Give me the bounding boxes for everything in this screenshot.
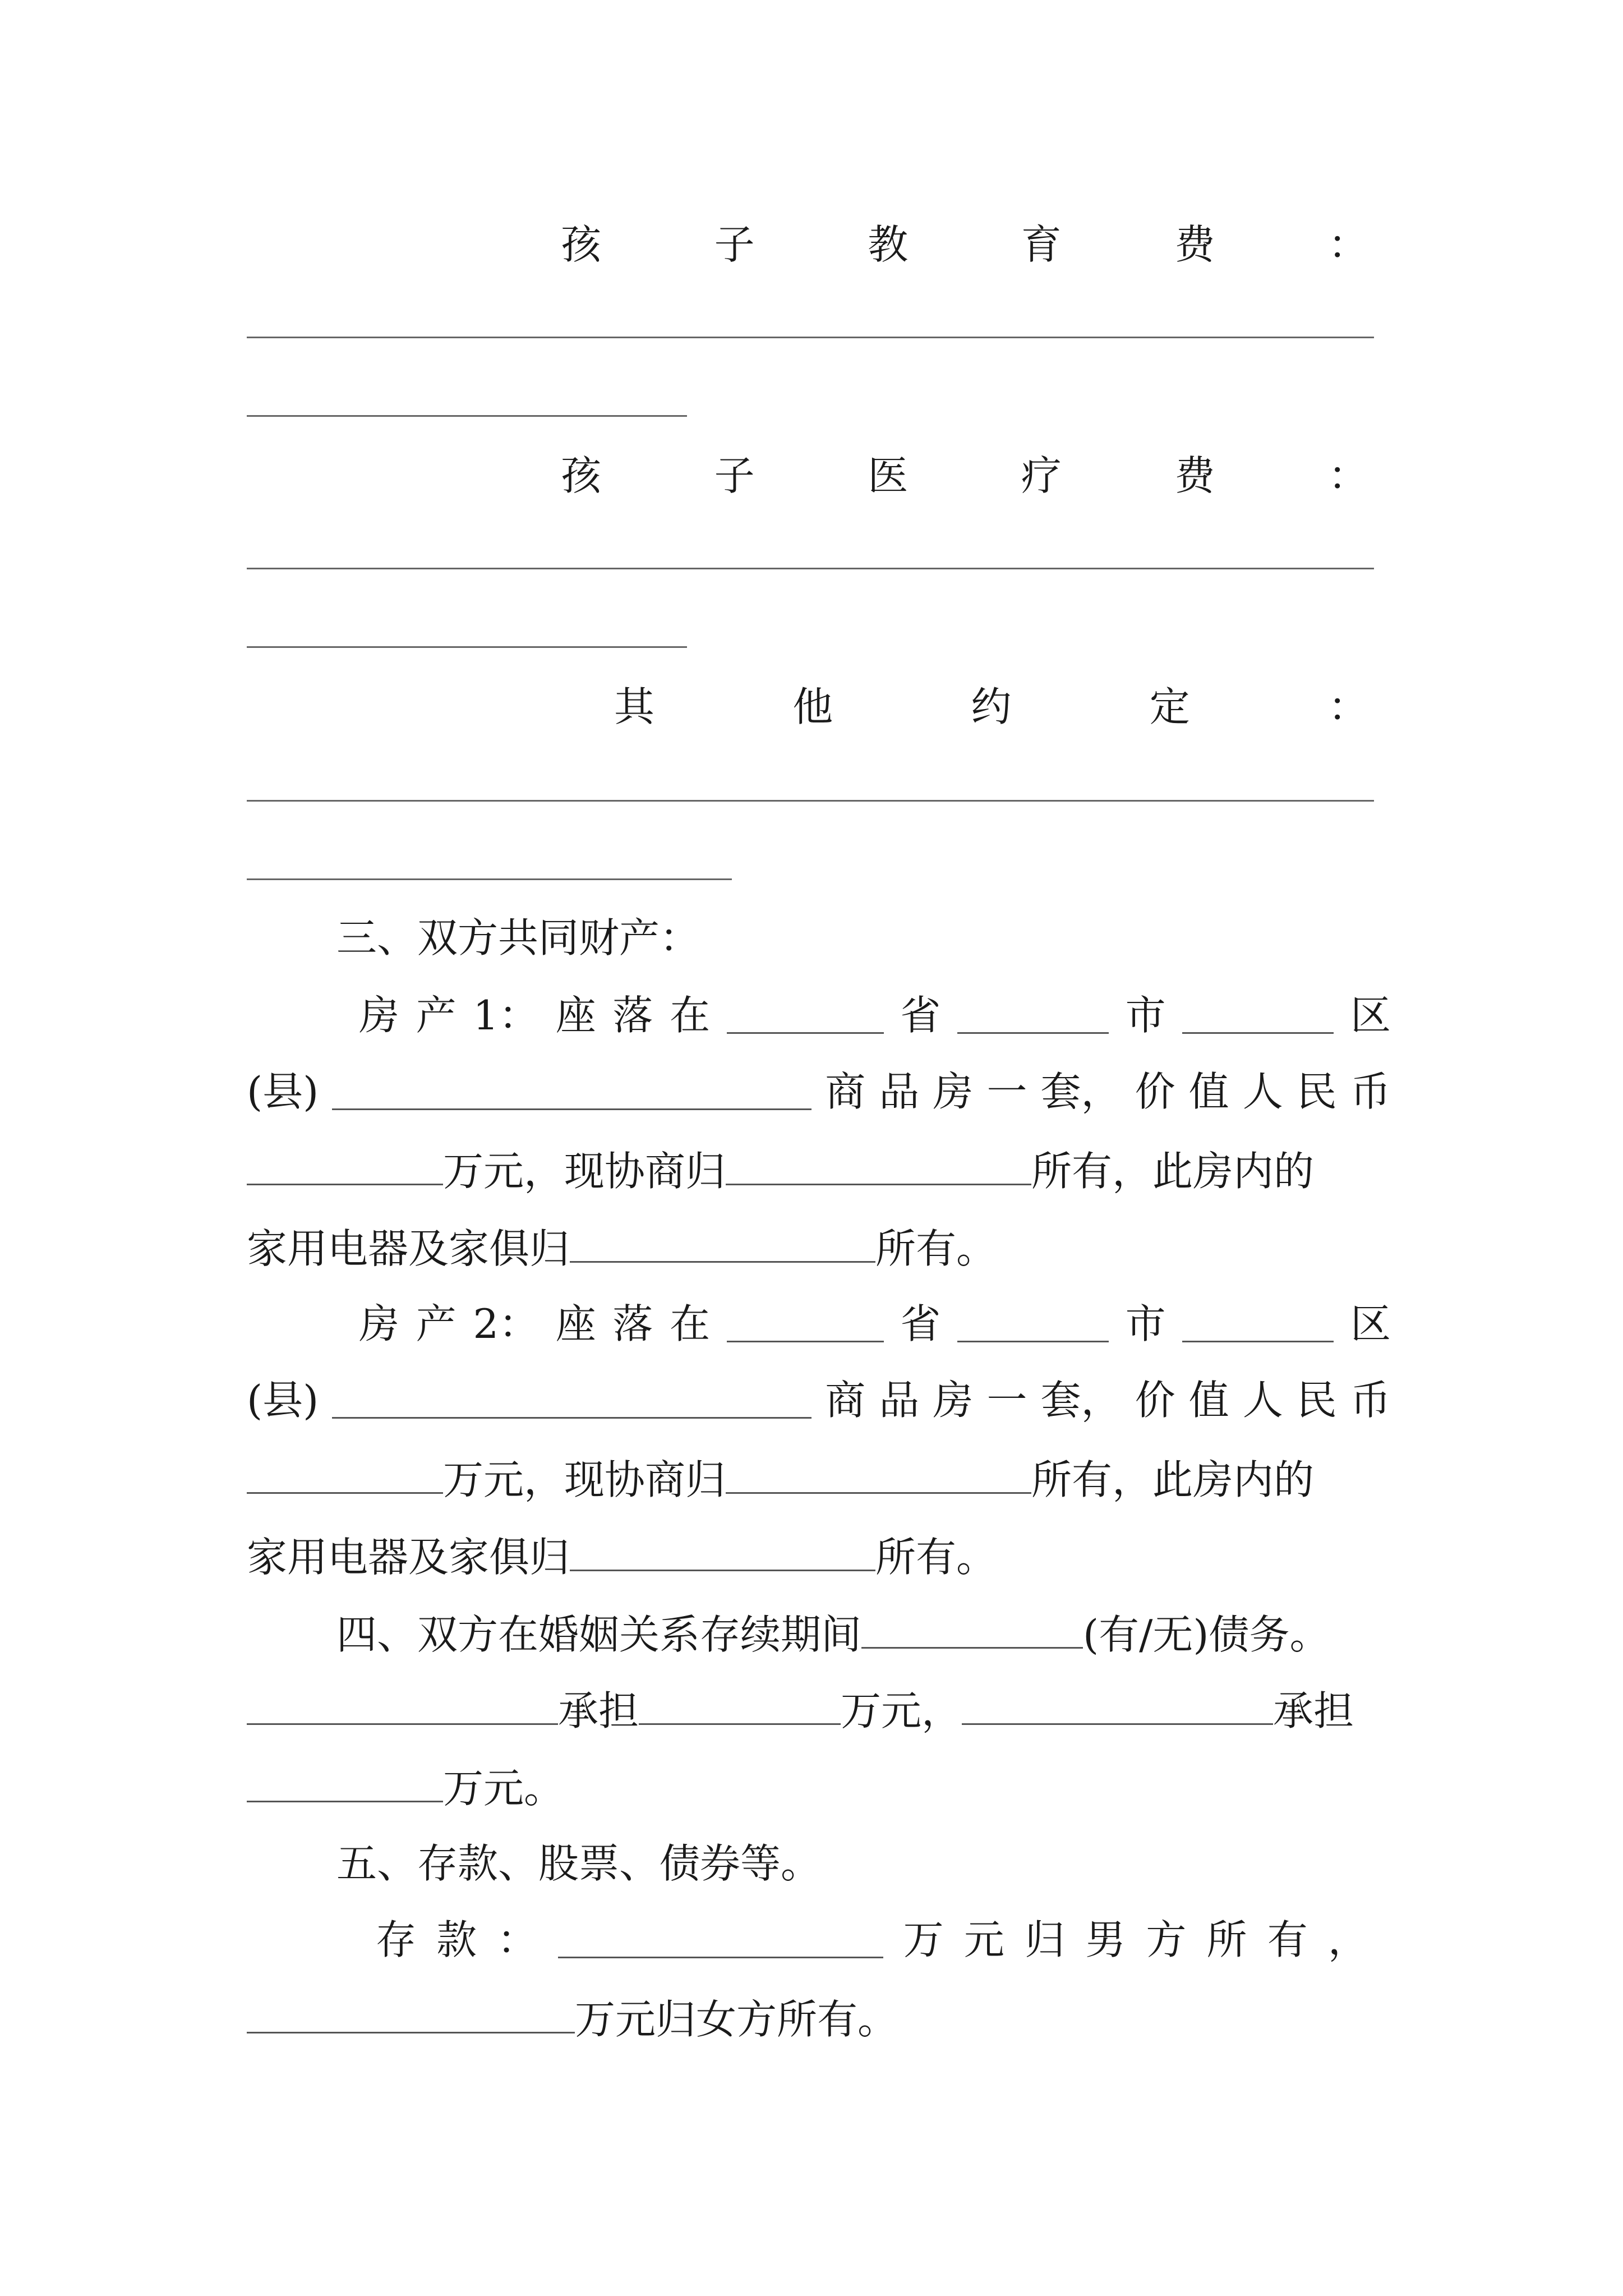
- text-char: 产: [416, 1300, 457, 1347]
- text-segment: (有/无)债务。: [1083, 1611, 1330, 1658]
- section4-line2: [247, 1687, 1354, 1734]
- debt-status-blank: [861, 1612, 1083, 1649]
- expense-char: 育: [1021, 221, 1062, 268]
- text-segment: 万元，现协商归: [443, 1148, 726, 1195]
- text-segment: 家用电器及家俱归: [247, 1225, 570, 1272]
- text-char: 一: [986, 1377, 1027, 1424]
- address-blank: [332, 1382, 811, 1419]
- amount-blank: [247, 1766, 443, 1802]
- text-segment: 四、双方在婚姻关系存续期间: [336, 1611, 862, 1658]
- fill-line: [247, 337, 1374, 338]
- text-char: 产: [416, 992, 457, 1039]
- text-segment: 所有。: [875, 1225, 997, 1272]
- text-char: 民: [1296, 1068, 1337, 1115]
- text-char: 房: [359, 1300, 400, 1347]
- expense-char: 子: [714, 452, 755, 499]
- text-char: 市: [1125, 992, 1166, 1039]
- property1-line4: [247, 1225, 997, 1272]
- text-char: 人: [1242, 1377, 1283, 1424]
- text-char: 套，: [1040, 1068, 1122, 1115]
- property1-line2: [247, 1068, 1391, 1115]
- text-char: 套，: [1040, 1377, 1122, 1424]
- text-char: 币: [1350, 1068, 1391, 1115]
- city-blank: [957, 1306, 1109, 1342]
- county-label: (县): [247, 1377, 319, 1424]
- expense-colon: ：: [1327, 452, 1368, 499]
- expense-char: 孩: [561, 221, 602, 268]
- text-char: ，: [1327, 1916, 1368, 1963]
- text-char: 座: [555, 992, 596, 1039]
- deposit-female-blank: [247, 1997, 575, 2033]
- text-char: 1：: [473, 992, 540, 1039]
- text-char: 品: [879, 1068, 920, 1115]
- property2-line1: [359, 1300, 1391, 1347]
- county-label: (县): [247, 1068, 319, 1115]
- text-char: 元: [963, 1916, 1004, 1963]
- text-char: 房: [359, 992, 400, 1039]
- fill-line: [247, 878, 732, 880]
- text-char: 落: [612, 1300, 653, 1347]
- text-segment: 万元，现协商归: [443, 1456, 726, 1503]
- text-char: 所: [1206, 1916, 1247, 1963]
- property2-line3: [247, 1456, 1315, 1503]
- text-segment: 所有，此房内的: [1031, 1148, 1315, 1195]
- section3-heading: 三、双方共同财产：: [336, 914, 700, 961]
- text-char: 民: [1296, 1377, 1337, 1424]
- text-segment: 家用电器及家俱归: [247, 1534, 570, 1581]
- text-char: 男: [1085, 1916, 1126, 1963]
- text-char: 值: [1188, 1377, 1229, 1424]
- expense-colon: ：: [1327, 683, 1368, 730]
- expense-char: 其: [614, 683, 655, 730]
- text-char: 归: [1025, 1916, 1066, 1963]
- fill-line: [247, 800, 1374, 802]
- province-blank: [727, 997, 884, 1034]
- text-char: 价: [1135, 1068, 1175, 1115]
- owner-blank: [726, 1149, 1031, 1185]
- text-char: 一: [986, 1068, 1027, 1115]
- expense-char: 孩: [561, 452, 602, 499]
- district-blank: [1182, 1306, 1334, 1342]
- deposit-line1: [376, 1916, 1368, 1963]
- debtor-blank: [962, 1688, 1273, 1725]
- text-char: 值: [1188, 1068, 1229, 1115]
- furniture-owner-blank: [570, 1226, 875, 1263]
- property2-line2: [247, 1377, 1391, 1424]
- text-char: 方: [1146, 1916, 1187, 1963]
- text-char: 有: [1267, 1916, 1308, 1963]
- text-char: 款: [436, 1916, 477, 1963]
- expense-char: 定: [1149, 683, 1190, 730]
- expense-char: 教: [868, 221, 909, 268]
- text-char: 区: [1350, 992, 1391, 1039]
- text-char: 币: [1350, 1377, 1391, 1424]
- text-segment: 承担: [1273, 1687, 1354, 1734]
- section5-heading: 五、存款、股票、债券等。: [336, 1840, 822, 1887]
- text-char: 省: [900, 1300, 941, 1347]
- property2-line4: [247, 1534, 997, 1581]
- text-char: 2：: [473, 1300, 540, 1347]
- text-segment: 万元归女方所有。: [575, 1996, 898, 2043]
- text-segment: 所有。: [875, 1534, 997, 1581]
- expense-char: 约: [971, 683, 1012, 730]
- value-blank: [247, 1149, 443, 1185]
- deposit-line2: [247, 1996, 898, 2043]
- text-char: 房: [933, 1377, 974, 1424]
- amount-blank: [639, 1688, 841, 1725]
- text-char: 区: [1350, 1300, 1391, 1347]
- text-char: ：: [497, 1916, 538, 1963]
- text-char: 座: [555, 1300, 596, 1347]
- address-blank: [332, 1074, 811, 1110]
- text-char: 在: [670, 1300, 711, 1347]
- text-char: 商: [825, 1068, 866, 1115]
- text-segment: 万元。: [443, 1765, 565, 1812]
- expense-char: 子: [714, 221, 755, 268]
- expense-colon: ：: [1327, 221, 1368, 268]
- fill-line: [247, 568, 1374, 569]
- expense-row-other: [614, 683, 1368, 730]
- text-char: 落: [612, 992, 653, 1039]
- text-segment: 承担: [558, 1687, 639, 1734]
- text-char: 万: [903, 1916, 944, 1963]
- text-char: 品: [879, 1377, 920, 1424]
- expense-char: 他: [792, 683, 833, 730]
- text-char: 在: [670, 992, 711, 1039]
- fill-line: [247, 646, 687, 648]
- text-char: 人: [1242, 1068, 1283, 1115]
- text-char: 省: [900, 992, 941, 1039]
- text-char: 价: [1135, 1377, 1175, 1424]
- property1-line1: [359, 992, 1391, 1039]
- province-blank: [727, 1306, 884, 1342]
- city-blank: [957, 997, 1109, 1034]
- text-char: 市: [1125, 1300, 1166, 1347]
- section4-line3: [247, 1765, 565, 1812]
- text-char: 存: [376, 1916, 417, 1963]
- text-char: 房: [933, 1068, 974, 1115]
- fill-line: [247, 415, 687, 417]
- text-segment: 所有，此房内的: [1031, 1456, 1315, 1503]
- expense-row-education: [561, 221, 1368, 268]
- expense-char: 费: [1174, 221, 1215, 268]
- owner-blank: [726, 1457, 1031, 1494]
- expense-char: 医: [868, 452, 909, 499]
- deposit-male-blank: [558, 1922, 883, 1958]
- property1-line3: [247, 1148, 1315, 1195]
- expense-char: 费: [1174, 452, 1215, 499]
- debtor-blank: [247, 1688, 558, 1725]
- text-char: 商: [825, 1377, 866, 1424]
- expense-char: 疗: [1021, 452, 1062, 499]
- text-segment: 万元，: [841, 1687, 962, 1734]
- furniture-owner-blank: [570, 1535, 875, 1571]
- district-blank: [1182, 997, 1334, 1034]
- value-blank: [247, 1457, 443, 1494]
- section4-line1: [336, 1611, 1330, 1658]
- expense-row-medical: [561, 452, 1368, 499]
